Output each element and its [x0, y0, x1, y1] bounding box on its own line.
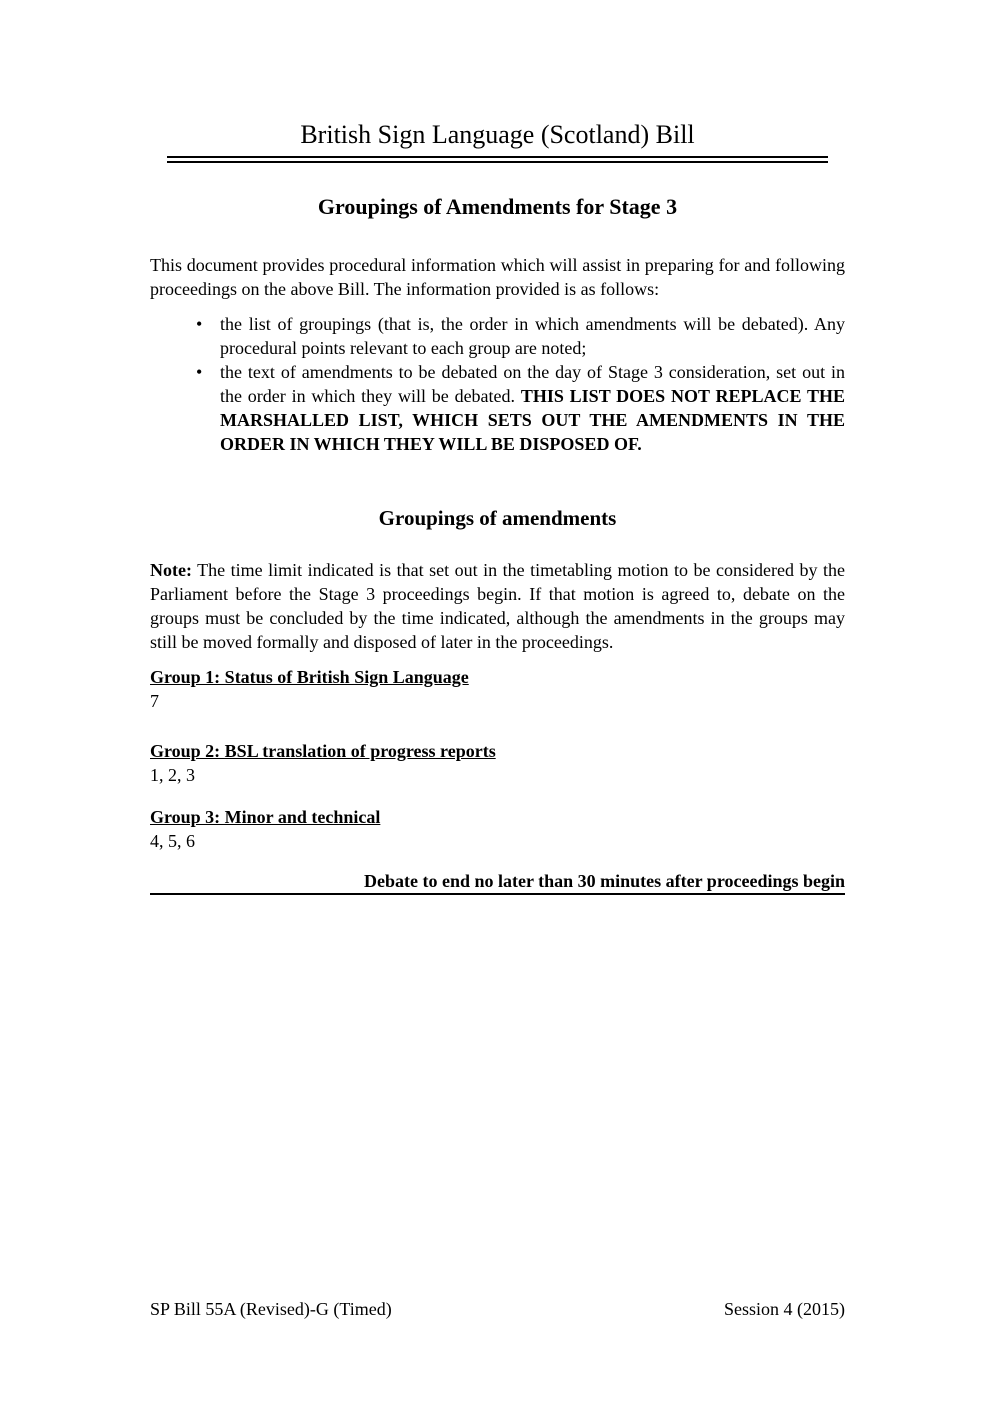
bullet-text: the text of amendments to be debated on the day of Stage 3 consideration, set out in the order in which they will be debated. — [220, 362, 845, 406]
double-rule-divider — [167, 156, 828, 163]
group-3-amendments: 4, 5, 6 — [150, 831, 195, 851]
group-2-amendments: 1, 2, 3 — [150, 765, 195, 785]
note-paragraph — [150, 558, 845, 654]
group-block — [150, 739, 845, 787]
bullet-text-emphasis: THIS LIST DOES NOT REPLACE THE MARSHALLED LIST, WHICH SETS OUT THE AMENDMENTS IN THE ORDER IN WHICH THEY WILL BE DISPOSED OF. — [220, 386, 845, 454]
bullet-icon: • — [196, 314, 203, 334]
list-item — [150, 360, 845, 456]
group-block — [150, 805, 845, 853]
list-item — [150, 312, 845, 360]
bullet-icon: • — [196, 362, 203, 382]
note-label: Note: — [150, 560, 192, 580]
footer-bill-reference: SP Bill 55A (Revised)-G (Timed) — [150, 1299, 392, 1319]
group-1-amendments: 7 — [150, 691, 159, 711]
note-text: The time limit indicated is that set out in the timetabling motion to be considered by the Parliament before the Stage 3 proceedings begin. If that motion is agreed to, debate on the groups must be concluded by the time indicated, although the amendments in the groups may still be moved formally and disposed of later in the proceedings. — [150, 560, 845, 652]
group-2-heading: Group 2: BSL translation of progress reports — [150, 741, 496, 761]
document-title: British Sign Language (Scotland) Bill — [300, 120, 695, 149]
time-limit-note: Debate to end no later than 30 minutes after proceedings begin — [150, 869, 845, 895]
footer-session: Session 4 (2015) — [724, 1299, 845, 1319]
bullet-list — [150, 312, 845, 456]
document-footer — [150, 1297, 845, 1321]
intro-paragraph: This document provides procedural information which will assist in preparing for and following proceedings on the above Bill. The information provided is as follows: — [150, 255, 845, 299]
group-3-heading: Group 3: Minor and technical — [150, 807, 381, 827]
document-content — [150, 0, 845, 895]
section-heading: Groupings of amendments — [378, 506, 617, 530]
document-subtitle: Groupings of Amendments for Stage 3 — [317, 194, 678, 219]
group-1-heading: Group 1: Status of British Sign Language — [150, 667, 469, 687]
bullet-text: the list of groupings (that is, the order in which amendments will be debated). Any procedural points relevant to each group are noted; — [220, 314, 845, 358]
group-block — [150, 665, 845, 713]
